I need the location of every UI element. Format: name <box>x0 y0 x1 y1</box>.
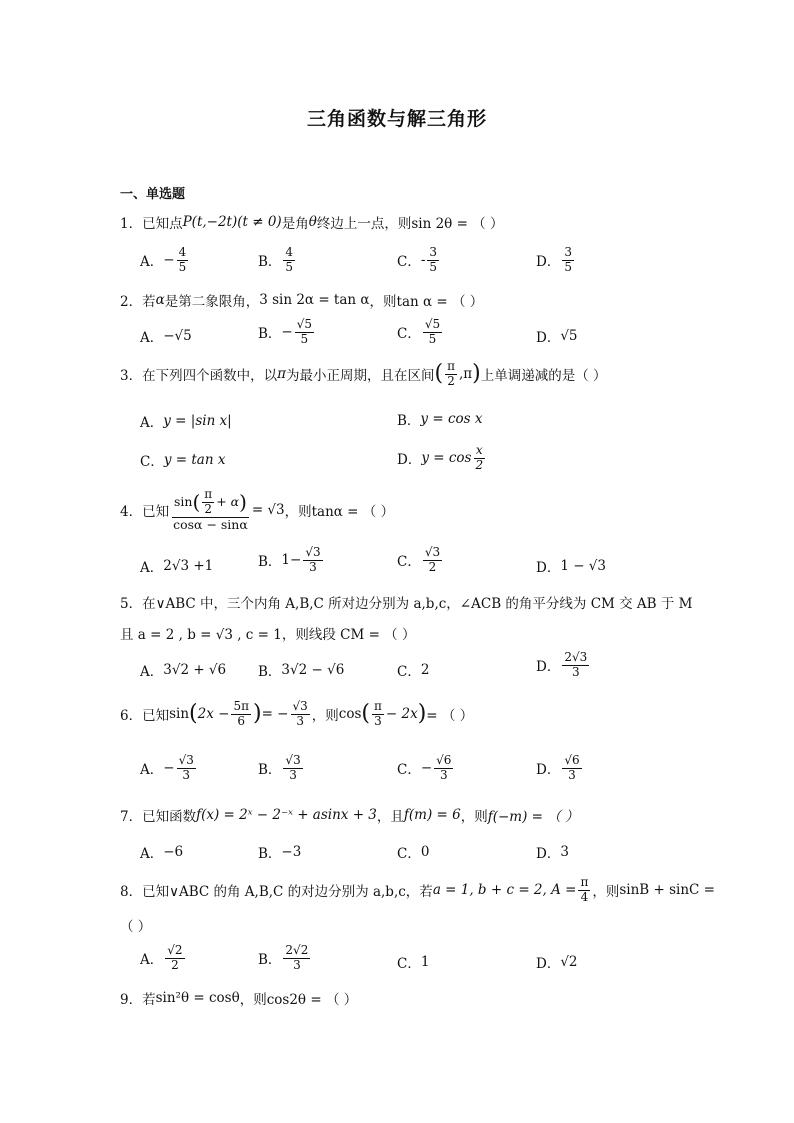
option-sign: − <box>420 760 433 777</box>
q4-option-b[interactable] <box>258 546 325 575</box>
option-label: D． <box>397 452 422 469</box>
q6-cos-fraction: π 3 <box>374 699 382 728</box>
q6-eq: = − <box>261 706 289 723</box>
q6-paren-open-2: ( <box>361 701 370 727</box>
question-4 <box>120 488 394 532</box>
option-label: D． <box>536 560 561 576</box>
q3-option-b[interactable] <box>397 409 482 429</box>
question-3 <box>120 360 607 389</box>
q7-function: f(x) = 2ˣ − 2⁻ˣ + asinx + 3 <box>196 807 377 823</box>
q3-pi: π <box>277 366 286 383</box>
option-fraction: 4 5 <box>285 245 294 274</box>
q4-text: 4．已知 <box>120 503 170 520</box>
option-label: B． <box>258 846 282 862</box>
option-label: A． <box>140 415 164 431</box>
q6-paren-open: ( <box>189 701 198 727</box>
option-fraction: $\frac{√3}{3}$ <box>178 753 194 782</box>
question-5-line-2: 且 a = 2 , b = √3 , c = 1，则线段 CM = （ ） <box>120 627 416 643</box>
option-value: √5 <box>560 328 578 344</box>
q1-option-a[interactable] <box>140 246 190 275</box>
q7-option-c[interactable] <box>397 842 429 862</box>
question-8-line-2: （ ） <box>120 919 152 935</box>
option-value: 3√2 + √6 <box>163 662 227 678</box>
q2-option-b[interactable] <box>258 318 316 347</box>
option-value: y = |sin x| <box>163 413 232 429</box>
q8-angle-fraction: $\frac{\pi}{4}$ <box>580 875 589 904</box>
option-fraction: $\frac{√6}{3}$ <box>436 753 452 782</box>
option-value: 3 <box>560 844 569 860</box>
q1-text2: 是角 <box>281 216 309 232</box>
option-fraction: √5 5 <box>424 317 441 346</box>
option-fraction: √3 3 <box>285 753 301 782</box>
q5-option-b[interactable] <box>258 660 344 680</box>
q8-option-a[interactable] <box>140 944 187 973</box>
q3-paren-close: ) <box>472 361 481 387</box>
q6-paren-close-2: ) <box>417 701 427 727</box>
q8-condition: a = 1, b + c = 2, A = <box>432 882 577 899</box>
option-prefix: 1− <box>281 552 302 569</box>
option-label: A． <box>140 664 164 680</box>
q4-eq: = √3 <box>251 501 285 518</box>
q2-condition: 3 sin 2α = tan α <box>259 292 370 308</box>
q2-text: 2．若 <box>120 294 156 310</box>
q4-option-d[interactable] <box>536 556 606 576</box>
option-label: B． <box>258 664 282 680</box>
option-value: y = tan x <box>163 452 226 468</box>
option-fraction: x 2 <box>475 443 484 472</box>
option-label: C． <box>140 454 164 470</box>
option-label: B． <box>258 326 282 343</box>
q8-text: 8．已知∨ABC 的角 A,B,C 的对边分别为 a,b,c，若 <box>120 884 433 901</box>
option-value: 3√2 − √6 <box>281 662 345 678</box>
option-label: A． <box>140 330 164 346</box>
q4-text2: ，则 <box>284 503 312 520</box>
q3-paren-open: ( <box>434 361 444 387</box>
q2-alpha: α <box>155 292 165 308</box>
option-label: C． <box>397 554 421 571</box>
option-fraction: 3 5 <box>429 245 438 274</box>
option-label: A． <box>140 560 164 576</box>
q6-sin: sin <box>169 706 190 723</box>
option-fraction: √2 2 <box>167 943 183 972</box>
q1-option-d[interactable] <box>536 246 576 275</box>
option-fraction: $\frac{√5}{5}$ <box>296 317 313 346</box>
question-2 <box>120 290 483 310</box>
q4-option-c[interactable] <box>397 546 444 575</box>
q9-ask: cos2θ = （ ） <box>266 992 358 1008</box>
q6-option-b[interactable] <box>258 754 305 783</box>
option-label: C． <box>397 254 421 271</box>
option-value: 2√3 +1 <box>163 558 214 574</box>
option-label: A． <box>140 762 164 779</box>
option-fraction: 2√3 3 <box>564 650 588 679</box>
option-label: B． <box>397 413 421 429</box>
q4-main-fraction: sin ( π 2 + α ) cosα − sinα <box>173 487 248 532</box>
q4-option-a[interactable] <box>140 556 213 576</box>
q6-ask: = （ ） <box>426 708 474 725</box>
q3-interval-fraction: π 2 <box>447 359 455 388</box>
q6-cos-arg: − 2x <box>385 706 418 723</box>
option-value: −3 <box>281 844 302 860</box>
option-value: −√5 <box>163 328 192 344</box>
q6-eq-fraction: $\frac{√3}{3}$ <box>292 699 308 728</box>
q6-option-c[interactable] <box>397 754 455 783</box>
q8-ask: sinB + sinC = <box>619 882 715 899</box>
option-label: C． <box>397 846 421 862</box>
q6-sin-fraction: $\frac{5\pi}{6}$ <box>233 699 249 728</box>
option-label: A． <box>140 952 164 969</box>
option-label: D． <box>536 846 561 862</box>
option-label: B． <box>258 762 282 779</box>
q2-option-c[interactable] <box>397 318 444 347</box>
option-fraction: $\frac{4}{5}$ <box>178 245 187 274</box>
question-9 <box>120 988 357 1008</box>
q7-text: 7．已知函数 <box>120 809 197 825</box>
question-5-line-1: 5．在∨ABC 中，三个内角 A,B,C 所对边分别为 a,b,c，∠ACB 的角平分线为 CM 交 AB 于 M <box>120 596 693 612</box>
q3-option-d[interactable] <box>397 444 487 473</box>
q7-text2: ，且 <box>376 809 404 825</box>
option-sign: - <box>420 252 426 269</box>
q3-text3: 上单调递减的是（ ） <box>480 368 607 385</box>
q9-text: 9．若 <box>120 992 156 1008</box>
q7-ask: f(−m) = （ ） <box>487 809 579 825</box>
q8-option-c[interactable] <box>397 952 429 972</box>
q6-option-a[interactable] <box>140 754 198 783</box>
q4-ask: tanα = （ ） <box>311 503 395 520</box>
option-label: C． <box>397 664 421 680</box>
question-6 <box>120 700 473 729</box>
option-label: C． <box>397 956 421 972</box>
option-sign: − <box>163 760 175 777</box>
option-value: 1 <box>420 954 430 970</box>
q2-option-a[interactable] <box>140 326 192 346</box>
q3-option-c[interactable] <box>140 450 225 470</box>
q6-text: 6．已知 <box>120 708 170 725</box>
q3-interval-end: ,π <box>458 366 473 383</box>
option-value: 0 <box>420 844 430 860</box>
q1-ask: sin 2θ = （ ） <box>411 216 504 232</box>
option-value: 2 <box>420 662 430 678</box>
section-heading: 一、单选题 <box>120 187 186 202</box>
option-fraction: √3 2 <box>424 545 441 574</box>
option-fraction: $\frac{√3}{3}$ <box>305 545 321 574</box>
option-value: y = cos <box>421 450 472 467</box>
option-fraction: √6 3 <box>564 753 580 782</box>
option-label: D． <box>536 762 561 779</box>
q1-point-expr: P(t,−2t)(t ≠ 0) <box>182 214 282 230</box>
option-value: y = cos x <box>420 411 483 427</box>
q9-text2: ，则 <box>239 992 267 1008</box>
question-8 <box>120 876 715 905</box>
q2-ask: tan α = （ ） <box>396 294 484 310</box>
option-sign: − <box>281 324 293 341</box>
option-label: D． <box>536 956 561 972</box>
option-label: B． <box>258 554 282 571</box>
option-label: C． <box>397 762 421 779</box>
q5-option-c[interactable] <box>397 660 429 680</box>
option-label: B． <box>258 254 282 271</box>
page-title: 三角函数与解三角形 <box>306 108 487 130</box>
option-label: B． <box>258 952 282 969</box>
q7-condition: f(m) = 6 <box>403 807 461 823</box>
option-value: 1 − √3 <box>560 558 607 574</box>
question-7 <box>120 805 579 825</box>
q6-paren-close: ) <box>252 701 262 727</box>
q5-option-a[interactable] <box>140 660 226 680</box>
q3-option-a[interactable] <box>140 411 232 431</box>
q1-theta: θ <box>308 214 317 230</box>
option-label: C． <box>397 326 421 343</box>
option-sign: − <box>163 252 175 269</box>
q3-text: 3．在下列四个函数中，以 <box>120 368 278 385</box>
q6-option-d[interactable] <box>536 754 584 783</box>
q7-option-b[interactable] <box>258 842 301 862</box>
q2-option-d[interactable] <box>536 326 578 346</box>
q1-text: 1．已知点 <box>120 216 183 232</box>
q8-option-b[interactable] <box>258 944 312 973</box>
q5-option-d[interactable] <box>536 651 591 680</box>
q6-sin-arg: 2x − <box>197 706 230 723</box>
option-label: D． <box>536 254 561 271</box>
option-label: A． <box>140 254 164 271</box>
q2-text2: 是第二象限角， <box>164 294 260 310</box>
q1-option-b[interactable] <box>258 246 297 275</box>
q8-text2: ，则 <box>592 884 620 901</box>
option-label: D． <box>536 659 561 676</box>
q7-option-a[interactable] <box>140 842 183 862</box>
option-value: √2 <box>560 954 578 970</box>
q2-text3: ，则 <box>369 294 397 310</box>
q7-option-d[interactable] <box>536 842 569 862</box>
q8-option-d[interactable] <box>536 952 578 972</box>
option-value: −6 <box>163 844 184 860</box>
q7-text3: ，则 <box>460 809 488 825</box>
question-1 <box>120 212 503 232</box>
option-label: A． <box>140 846 164 862</box>
option-fraction: 3 5 <box>564 245 572 274</box>
option-label: D． <box>536 330 561 346</box>
q6-cos: cos <box>338 706 362 723</box>
option-fraction: 2√2 3 <box>285 943 309 972</box>
q9-condition: sin²θ = cosθ <box>155 990 240 1006</box>
q1-option-c[interactable] <box>397 246 441 275</box>
q6-text2: ，则 <box>311 708 339 725</box>
q3-text2: 为最小正周期，且在区间 <box>285 368 435 385</box>
q1-text3: 终边上一点，则 <box>316 216 412 232</box>
